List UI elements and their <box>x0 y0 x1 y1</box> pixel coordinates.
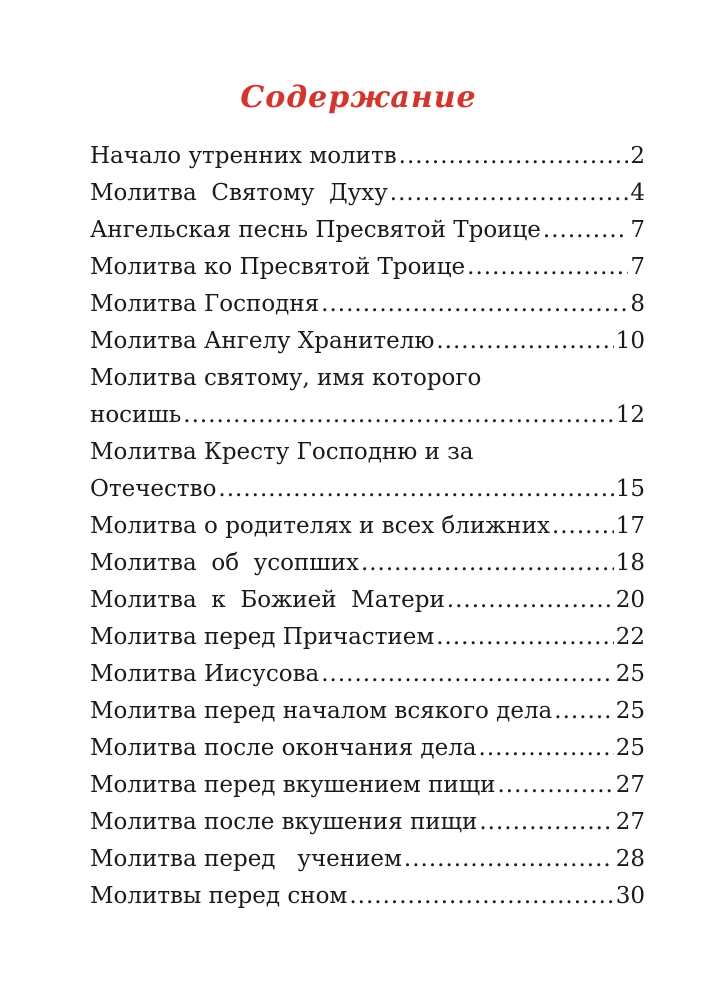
toc-entry-page: 25 <box>615 661 645 687</box>
toc-entry-page: 4 <box>630 180 645 206</box>
dot-leader <box>404 841 614 878</box>
toc-entry[interactable] <box>90 175 645 212</box>
dot-leader <box>183 397 613 434</box>
toc-entry-page: 27 <box>615 772 645 798</box>
toc-entry-page: 17 <box>615 513 645 539</box>
toc-entry[interactable] <box>90 841 645 878</box>
toc-entry[interactable] <box>90 878 645 915</box>
toc-entry-page: 25 <box>615 735 645 761</box>
toc-entry-title: Молитва об усопших <box>90 550 359 576</box>
toc-entry[interactable] <box>90 767 645 804</box>
toc-entry-title: Молитва перед вкушением пищи <box>90 772 496 798</box>
toc-entry-title-line-1: Молитва святому, имя которого <box>90 365 482 391</box>
dot-leader <box>552 508 614 545</box>
dot-leader <box>479 730 614 767</box>
page-title: Содержание <box>240 80 477 115</box>
toc-entry[interactable] <box>90 730 645 767</box>
toc-entry-title: Молитва о родителях и всех ближних <box>90 513 550 539</box>
dot-leader <box>218 471 613 508</box>
dot-leader <box>467 249 628 286</box>
toc-entry-title: Молитва ко Пресвятой Троице <box>90 254 466 280</box>
dot-leader <box>543 212 628 249</box>
toc-entry-page: 27 <box>615 809 645 835</box>
toc-entry[interactable] <box>90 545 645 582</box>
toc-entry[interactable] <box>90 286 645 323</box>
toc-entry-title: Молитва перед учением <box>90 846 402 872</box>
dot-leader <box>436 323 613 360</box>
toc-entry-page: 20 <box>615 587 645 613</box>
dot-leader <box>399 138 629 175</box>
dot-leader <box>349 878 613 915</box>
toc-entry-title: Молитва после вкушения пищи <box>90 809 478 835</box>
toc-entry-title: Отечество <box>90 476 217 502</box>
toc-entry-title: Молитва к Божией Матери <box>90 587 445 613</box>
toc-entry[interactable] <box>90 212 645 249</box>
dot-leader <box>479 804 613 841</box>
toc-entry[interactable] <box>90 434 645 508</box>
toc-entry-title: Молитвы перед сном <box>90 883 348 909</box>
toc-entry-page: 25 <box>615 698 645 724</box>
dot-leader <box>554 693 613 730</box>
dot-leader <box>321 656 613 693</box>
toc-entry-page: 28 <box>615 846 645 872</box>
dot-leader <box>497 767 613 804</box>
toc-entry-page: 8 <box>630 291 645 317</box>
toc-entry-title: Молитва Иисусова <box>90 661 320 687</box>
toc-entry-title: Молитва перед началом всякого дела <box>90 698 553 724</box>
toc-entry[interactable] <box>90 138 645 175</box>
toc-entry[interactable] <box>90 693 645 730</box>
toc-entry-title: Начало утренних молитв <box>90 143 397 169</box>
dot-leader <box>447 582 614 619</box>
toc-entry-title: Молитва после окончания дела <box>90 735 477 761</box>
toc-entry-page: 10 <box>615 328 645 354</box>
dot-leader <box>361 545 614 582</box>
toc-entry-page: 22 <box>615 624 645 650</box>
toc-entry-page: 2 <box>630 143 645 169</box>
toc-entry-page: 7 <box>630 254 645 280</box>
dot-leader <box>390 175 629 212</box>
toc-entry-page: 30 <box>615 883 645 909</box>
toc-entry[interactable] <box>90 508 645 545</box>
toc-entry[interactable] <box>90 619 645 656</box>
toc-entry-title: Молитва Ангелу Хранителю <box>90 328 435 354</box>
table-of-contents <box>90 138 645 915</box>
dot-leader <box>321 286 628 323</box>
toc-entry-page: 15 <box>615 476 645 502</box>
toc-entry-title: носишь <box>90 402 182 428</box>
dot-leader <box>436 619 613 656</box>
toc-entry[interactable] <box>90 582 645 619</box>
toc-entry-page: 7 <box>630 217 645 243</box>
toc-entry-title-line-1: Молитва Кресту Господню и за <box>90 439 474 465</box>
toc-entry-title: Молитва перед Причастием <box>90 624 435 650</box>
toc-entry-title: Молитва Святому Духу <box>90 180 388 206</box>
toc-entry-page: 12 <box>615 402 645 428</box>
toc-entry[interactable] <box>90 804 645 841</box>
toc-entry-title: Ангельская песнь Пресвятой Троице <box>90 217 541 243</box>
toc-entry-page: 18 <box>615 550 645 576</box>
toc-entry-title: Молитва Господня <box>90 291 320 317</box>
toc-entry[interactable] <box>90 360 645 434</box>
toc-entry[interactable] <box>90 656 645 693</box>
toc-entry[interactable] <box>90 323 645 360</box>
toc-entry[interactable] <box>90 249 645 286</box>
